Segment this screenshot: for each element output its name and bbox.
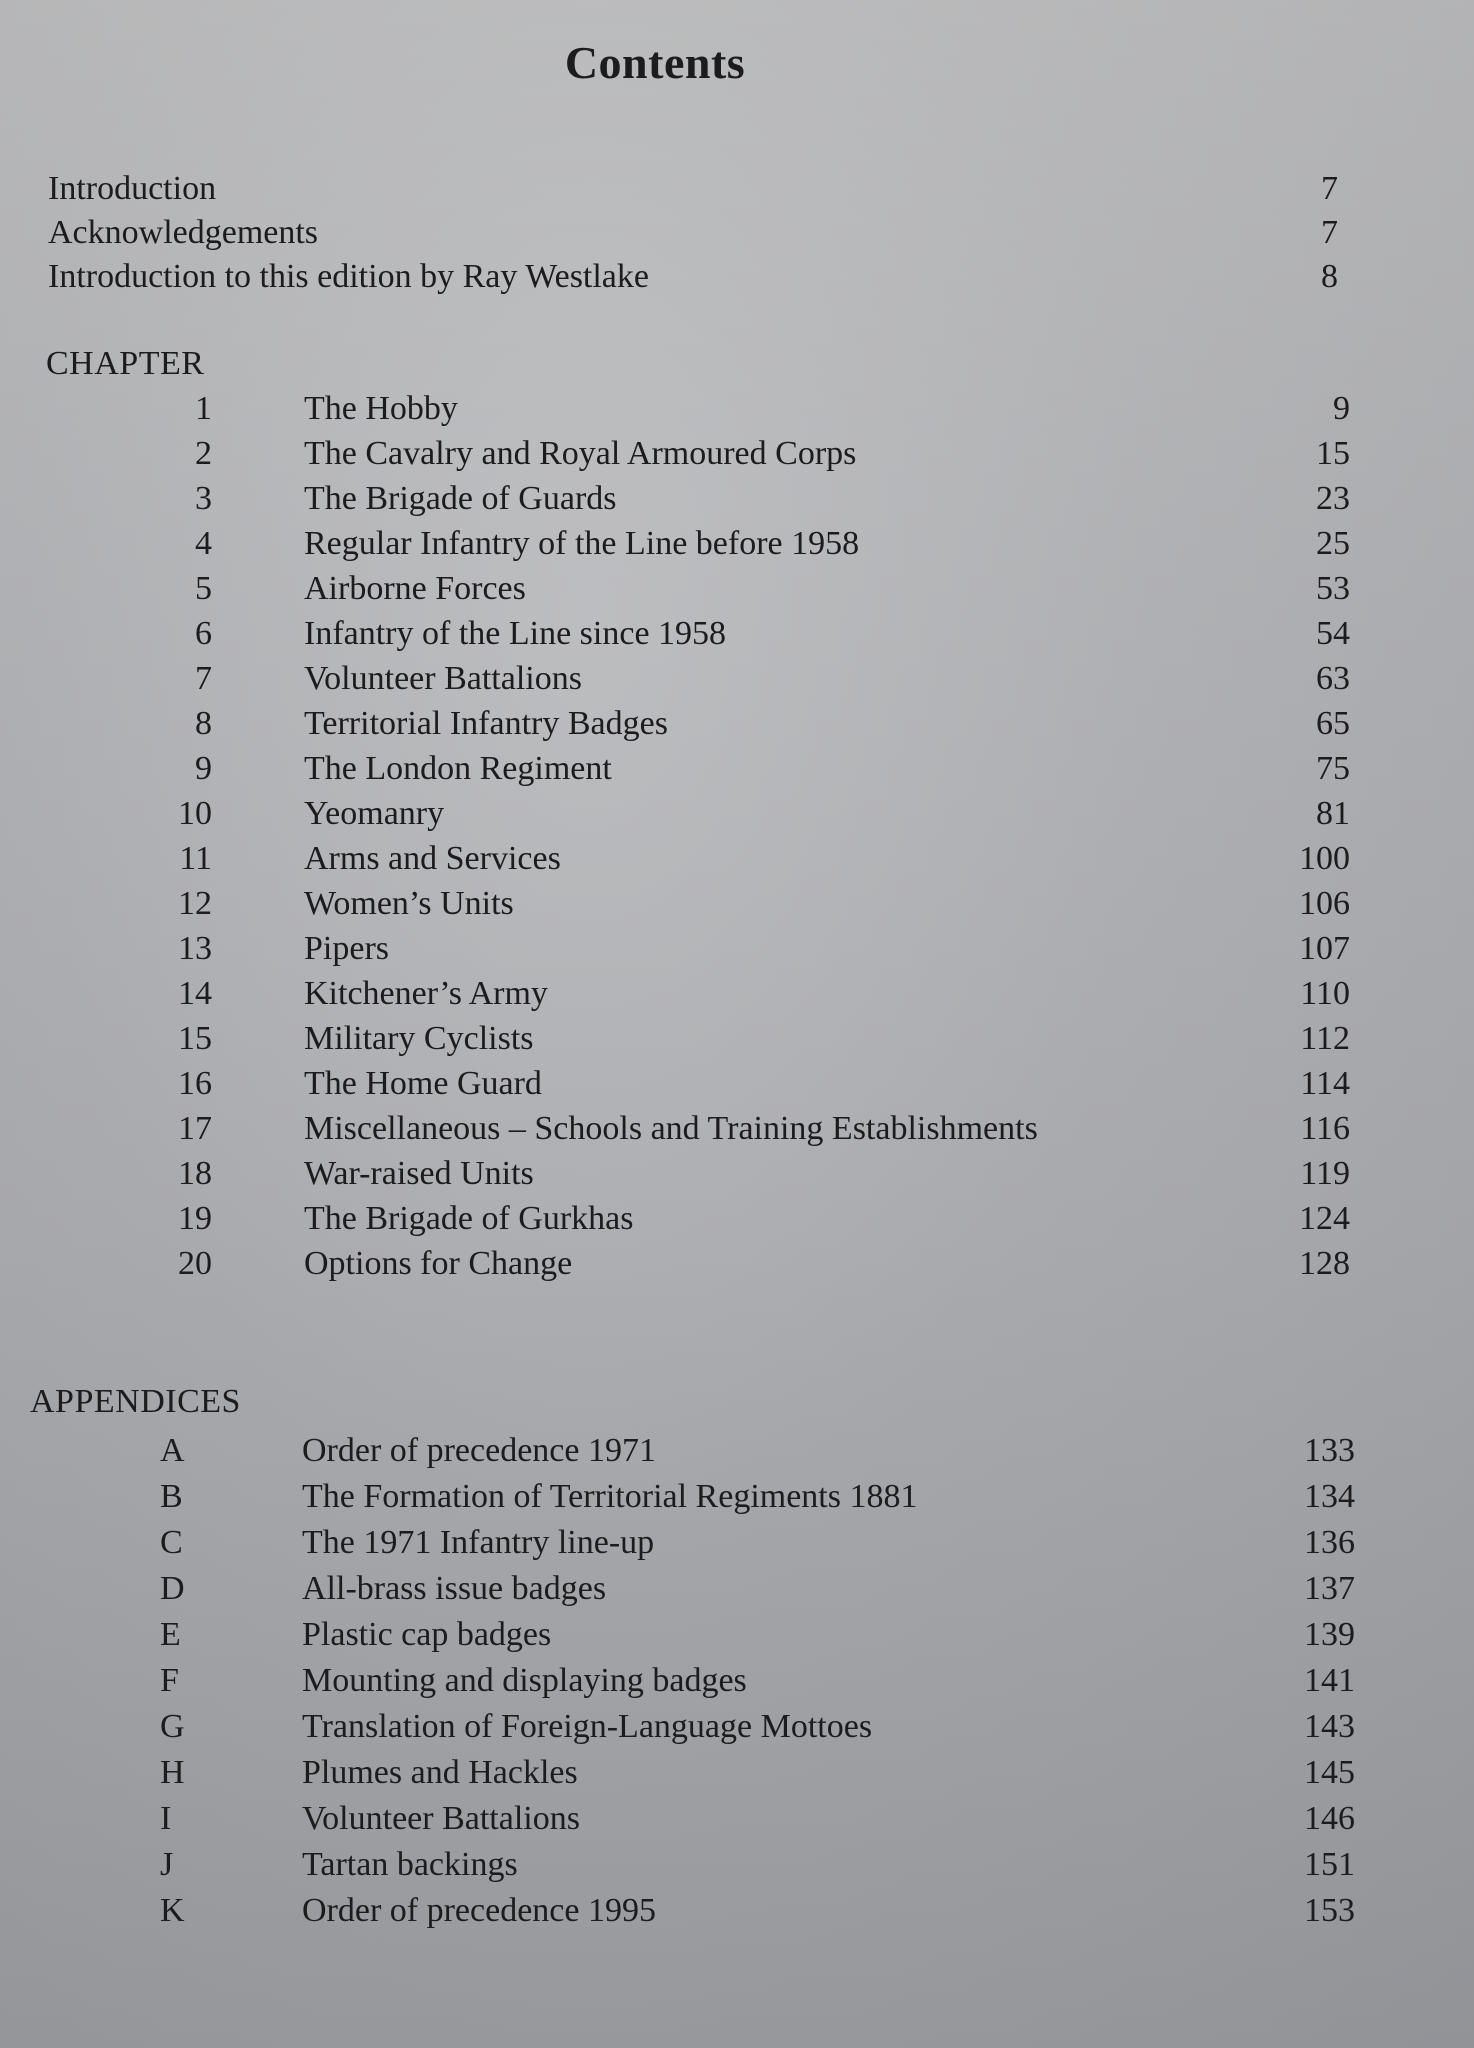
- page-number: 141: [1304, 1662, 1355, 1699]
- appendix-title: Order of precedence 1995: [302, 1892, 656, 1929]
- chapter-number: 10: [178, 795, 212, 832]
- chapter-title: Options for Change: [304, 1245, 573, 1282]
- page-number: 151: [1304, 1846, 1355, 1883]
- appendix-letter: E: [160, 1616, 181, 1653]
- chapter-entry: [150, 701, 1350, 746]
- appendix-entry: [160, 1566, 1355, 1612]
- chapter-entry: [150, 971, 1350, 1016]
- appendix-list: [160, 1428, 1355, 1934]
- appendix-title: Order of precedence 1971: [302, 1432, 656, 1469]
- page-number: 81: [1316, 795, 1350, 832]
- page-number: 53: [1316, 570, 1350, 607]
- page-number: 23: [1316, 480, 1350, 517]
- page-number: 8: [1321, 258, 1338, 295]
- chapter-title: Yeomanry: [304, 795, 445, 832]
- chapter-entry: [150, 791, 1350, 836]
- page-number: 146: [1304, 1800, 1355, 1837]
- page-number: 133: [1304, 1432, 1355, 1469]
- chapter-title: The Home Guard: [304, 1065, 542, 1102]
- page-number: 134: [1304, 1478, 1355, 1515]
- chapter-title: The London Regiment: [304, 750, 612, 787]
- chapter-entry: [150, 521, 1350, 566]
- chapter-number: 1: [195, 390, 212, 427]
- appendix-title: Tartan backings: [302, 1846, 518, 1883]
- chapter-entry: [150, 881, 1350, 926]
- chapter-title: Volunteer Battalions: [304, 660, 582, 697]
- chapter-entry: [150, 566, 1350, 611]
- page-number: 128: [1299, 1245, 1350, 1282]
- chapter-title: Territorial Infantry Badges: [304, 705, 668, 742]
- chapter-title: The Cavalry and Royal Armoured Corps: [304, 435, 857, 472]
- chapter-number: 9: [195, 750, 212, 787]
- page-number: 15: [1316, 435, 1350, 472]
- page-number: 139: [1304, 1616, 1355, 1653]
- page-number: 124: [1299, 1200, 1350, 1237]
- page-number: 114: [1300, 1065, 1350, 1102]
- chapter-title: Kitchener’s Army: [304, 975, 548, 1012]
- appendix-letter: F: [160, 1662, 179, 1699]
- appendix-title: Plastic cap badges: [302, 1616, 552, 1653]
- page-number: 107: [1299, 930, 1350, 967]
- appendix-title: The 1971 Infantry line-up: [302, 1524, 655, 1561]
- page-number: 54: [1316, 615, 1350, 652]
- page-number: 9: [1333, 390, 1350, 427]
- chapter-number: 14: [178, 975, 212, 1012]
- chapter-entry: [150, 1151, 1350, 1196]
- chapter-number: 19: [178, 1200, 212, 1237]
- page-number: 75: [1316, 750, 1350, 787]
- front-matter-item: [48, 255, 1348, 299]
- chapter-entry: [150, 1016, 1350, 1061]
- chapter-title: Miscellaneous – Schools and Training Establishments: [304, 1110, 1038, 1147]
- appendix-title: Mounting and displaying badges: [302, 1662, 747, 1699]
- front-matter-label: Introduction to this edition by Ray Westlake: [48, 258, 649, 295]
- front-matter-item: [48, 167, 1348, 211]
- appendix-letter: K: [160, 1892, 185, 1929]
- page-number: 65: [1316, 705, 1350, 742]
- page-number: 25: [1316, 525, 1350, 562]
- chapter-entry: [150, 926, 1350, 971]
- page-title: Contents: [564, 37, 746, 88]
- chapter-entry: [150, 1241, 1350, 1286]
- appendices-heading: APPENDICES: [30, 1383, 241, 1420]
- chapter-number: 2: [195, 435, 212, 472]
- chapter-entry: [150, 1061, 1350, 1106]
- chapter-number: 12: [178, 885, 212, 922]
- appendix-letter: G: [160, 1708, 185, 1745]
- page-number: 119: [1300, 1155, 1350, 1192]
- page-number: 112: [1300, 1020, 1350, 1057]
- page-number: 145: [1304, 1754, 1355, 1791]
- chapter-heading: CHAPTER: [46, 345, 205, 382]
- chapter-number: 6: [195, 615, 212, 652]
- page-number: 143: [1304, 1708, 1355, 1745]
- appendix-title: Translation of Foreign-Language Mottoes: [302, 1708, 873, 1745]
- appendix-entry: [160, 1750, 1355, 1796]
- front-matter-label: Introduction: [48, 170, 217, 207]
- chapter-title: The Brigade of Guards: [304, 480, 617, 517]
- chapter-entry: [150, 656, 1350, 701]
- appendix-title: All-brass issue badges: [302, 1570, 607, 1607]
- appendix-letter: I: [160, 1800, 172, 1837]
- appendix-letter: C: [160, 1524, 183, 1561]
- appendix-entry: [160, 1842, 1355, 1888]
- chapter-entry: [150, 431, 1350, 476]
- chapter-entry: [150, 836, 1350, 881]
- appendix-entry: [160, 1428, 1355, 1474]
- chapter-number: 4: [195, 525, 212, 562]
- appendix-letter: H: [160, 1754, 185, 1791]
- chapter-number: 11: [179, 840, 212, 877]
- appendix-title: Volunteer Battalions: [302, 1800, 580, 1837]
- chapter-title: Arms and Services: [304, 840, 561, 877]
- appendix-letter: D: [160, 1570, 185, 1607]
- appendix-letter: B: [160, 1478, 183, 1515]
- chapter-entry: [150, 746, 1350, 791]
- chapter-title: War-raised Units: [304, 1155, 534, 1192]
- chapter-number: 7: [195, 660, 212, 697]
- chapter-entry: [150, 476, 1350, 521]
- chapter-number: 8: [195, 705, 212, 742]
- chapter-title: Military Cyclists: [304, 1020, 534, 1057]
- page-number: 153: [1304, 1892, 1355, 1929]
- appendix-entry: [160, 1612, 1355, 1658]
- chapter-number: 18: [178, 1155, 212, 1192]
- appendix-letter: J: [160, 1846, 174, 1883]
- chapter-number: 17: [178, 1110, 212, 1147]
- page-number: 7: [1321, 214, 1338, 251]
- chapter-title: Pipers: [304, 930, 389, 967]
- appendix-title: The Formation of Territorial Regiments 1881: [302, 1478, 918, 1515]
- page-number: 106: [1299, 885, 1350, 922]
- chapter-entry: [150, 611, 1350, 656]
- appendix-entry: [160, 1658, 1355, 1704]
- chapter-title: The Brigade of Gurkhas: [304, 1200, 634, 1237]
- page-number: 136: [1304, 1524, 1355, 1561]
- appendix-entry: [160, 1796, 1355, 1842]
- chapter-title: Women’s Units: [304, 885, 514, 922]
- front-matter-label: Acknowledgements: [48, 214, 319, 251]
- chapter-list: [150, 386, 1350, 1286]
- front-matter-item: [48, 211, 1348, 255]
- front-matter-list: [48, 167, 1348, 299]
- appendix-entry: [160, 1888, 1355, 1934]
- page-number: 100: [1299, 840, 1350, 877]
- chapter-number: 13: [178, 930, 212, 967]
- page-number: 116: [1300, 1110, 1350, 1147]
- chapter-entry: [150, 1106, 1350, 1151]
- page-number: 63: [1316, 660, 1350, 697]
- chapter-title: Airborne Forces: [304, 570, 526, 607]
- page-number: 7: [1321, 170, 1338, 207]
- chapter-number: 15: [178, 1020, 212, 1057]
- appendix-title: Plumes and Hackles: [302, 1754, 578, 1791]
- chapter-title: Infantry of the Line since 1958: [304, 615, 727, 652]
- chapter-title: The Hobby: [304, 390, 458, 427]
- chapter-title: Regular Infantry of the Line before 1958: [304, 525, 860, 562]
- chapter-entry: [150, 386, 1350, 431]
- appendix-entry: [160, 1474, 1355, 1520]
- appendix-entry: [160, 1704, 1355, 1750]
- page-number: 137: [1304, 1570, 1355, 1607]
- chapter-entry: [150, 1196, 1350, 1241]
- appendix-entry: [160, 1520, 1355, 1566]
- chapter-number: 3: [195, 480, 212, 517]
- page-number: 110: [1300, 975, 1350, 1012]
- appendix-letter: A: [160, 1432, 185, 1469]
- chapter-number: 16: [178, 1065, 212, 1102]
- chapter-number: 20: [178, 1245, 212, 1282]
- chapter-number: 5: [195, 570, 212, 607]
